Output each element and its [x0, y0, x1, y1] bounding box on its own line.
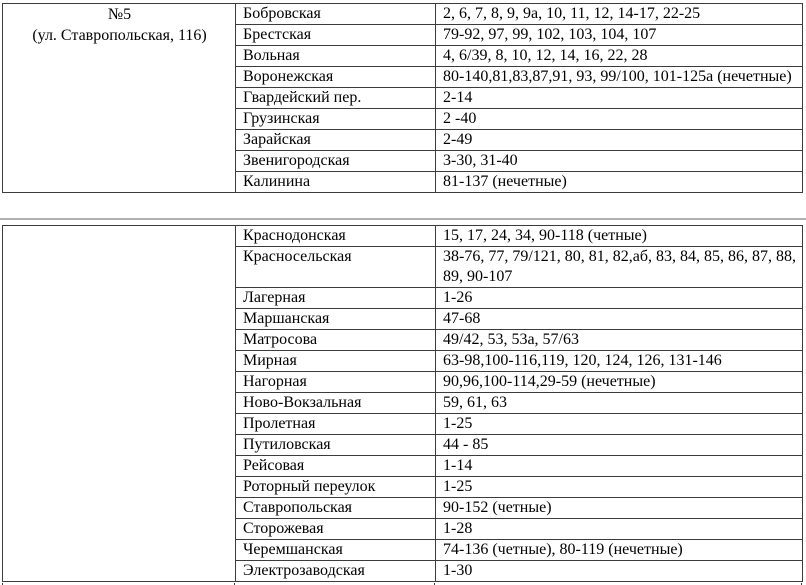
street-cell: Красносельская [236, 247, 436, 288]
numbers-cell: 44 - 85 [436, 435, 803, 456]
street-cell: Путиловская [236, 435, 436, 456]
numbers-cell: 2-49 [436, 130, 803, 151]
street-cell: Грузинская [236, 109, 436, 130]
street-cell: Рейсовая [236, 456, 436, 477]
numbers-cell: 81-137 (нечетные) [436, 172, 803, 193]
street-cell: Звенигородская [236, 151, 436, 172]
numbers-cell: 80-140,81,83,87,91, 93, 99/100, 101-125а (нечетные) [436, 67, 803, 88]
numbers-cell: 4, 6/39, 8, 10, 12, 14, 16, 22, 28 [436, 46, 803, 67]
table-row [3, 226, 803, 247]
street-cell: Электрозаводская [236, 561, 436, 582]
street-cell: Брестская [236, 25, 436, 46]
school-number: №5 [107, 6, 132, 23]
numbers-cell: 1-26 [436, 288, 803, 309]
numbers-cell: 47-68 [436, 309, 803, 330]
street-cell: Воронежская [236, 67, 436, 88]
numbers-cell: 2 -40 [436, 109, 803, 130]
numbers-cell: 63-98,100-116,119, 120, 124, 126, 131-146 [436, 351, 803, 372]
street-cell: Краснодонская [236, 226, 436, 247]
street-cell: Калинина [236, 172, 436, 193]
numbers-cell: 74-136 (четные), 80-119 (нечетные) [436, 540, 803, 561]
numbers-cell: 2, 6, 7, 8, 9, 9а, 10, 11, 12, 14-17, 22-25 [436, 4, 803, 25]
school-district-table-2 [2, 225, 803, 582]
numbers-cell: 38-76, 77, 79/121, 80, 81, 82,аб, 83, 84, 85, 86, 87, 88, 89, 90-107 [436, 247, 803, 288]
section-separator [0, 218, 806, 220]
school-cell-empty [3, 226, 236, 582]
street-cell: Пролетная [236, 414, 436, 435]
street-cell: Зарайская [236, 130, 436, 151]
numbers-cell: 90-152 (четные) [436, 498, 803, 519]
school-district-table-1 [2, 3, 803, 193]
street-cell: Лагерная [236, 288, 436, 309]
street-cell: Ново-Вокзальная [236, 393, 436, 414]
numbers-cell: 79-92, 97, 99, 102, 103, 104, 107 [436, 25, 803, 46]
street-cell: Ставропольская [236, 498, 436, 519]
numbers-cell: 15, 17, 24, 34, 90-118 (четные) [436, 226, 803, 247]
numbers-cell: 1-28 [436, 519, 803, 540]
numbers-cell: 1-30 [436, 561, 803, 582]
street-cell: Вольная [236, 46, 436, 67]
street-cell: Гвардейский пер. [236, 88, 436, 109]
numbers-cell: 1-14 [436, 456, 803, 477]
street-cell: Черемшанская [236, 540, 436, 561]
street-cell: Маршанская [236, 309, 436, 330]
numbers-cell: 3-30, 31-40 [436, 151, 803, 172]
numbers-cell: 90,96,100-114,29-59 (нечетные) [436, 372, 803, 393]
numbers-cell: 2-14 [436, 88, 803, 109]
school-cell [3, 4, 236, 193]
street-cell: Нагорная [236, 372, 436, 393]
table-row [3, 4, 803, 25]
numbers-cell: 49/42, 53, 53а, 57/63 [436, 330, 803, 351]
street-cell: Мирная [236, 351, 436, 372]
numbers-cell: 1-25 [436, 414, 803, 435]
street-cell: Роторный переулок [236, 477, 436, 498]
numbers-cell: 1-25 [436, 477, 803, 498]
street-cell: Матросова [236, 330, 436, 351]
street-cell: Бобровская [236, 4, 436, 25]
street-cell: Сторожевая [236, 519, 436, 540]
school-address: (ул. Ставропольская, 116) [32, 27, 207, 44]
numbers-cell: 59, 61, 63 [436, 393, 803, 414]
